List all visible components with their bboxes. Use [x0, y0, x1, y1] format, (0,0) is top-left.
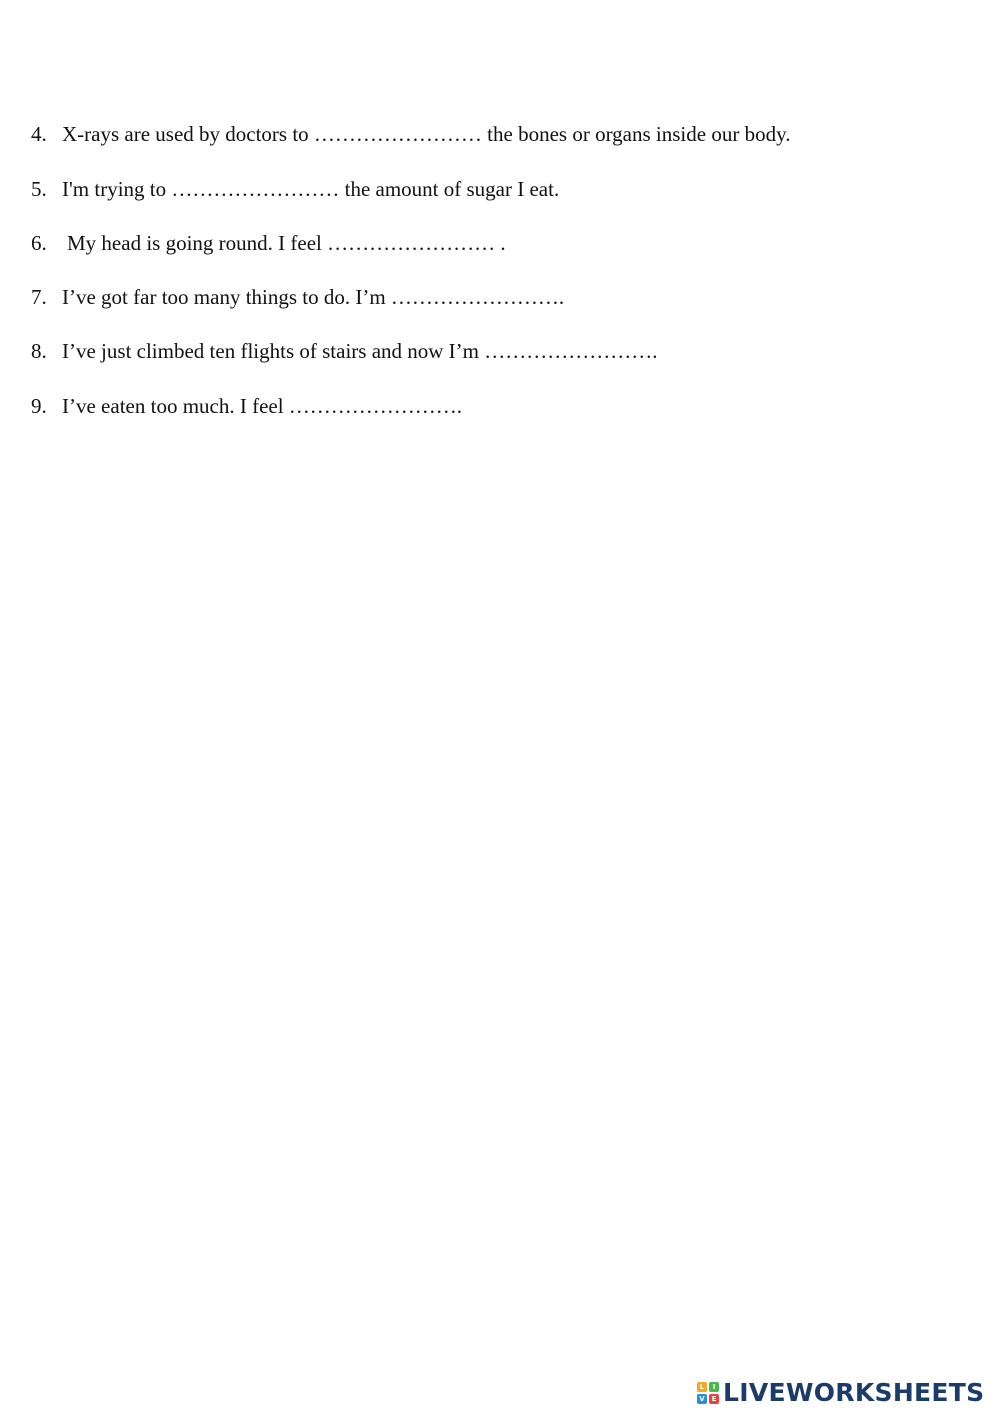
- question-text: X-rays are used by doctors to …………………… the bones or organs inside our body.: [62, 122, 791, 146]
- question-9: [31, 393, 462, 419]
- question-number: 9.: [31, 394, 47, 418]
- logo-mark-tile: V: [697, 1394, 707, 1404]
- question-5: [31, 176, 559, 202]
- question-4: [31, 121, 790, 147]
- question-6: [31, 230, 506, 256]
- logo-mark-icon: [697, 1382, 719, 1404]
- question-number: 8.: [31, 339, 47, 363]
- question-text: I'm trying to …………………… the amount of sugar I eat.: [62, 177, 560, 201]
- liveworksheets-logo: [697, 1378, 984, 1408]
- logo-mark-tile: I: [709, 1382, 719, 1392]
- question-text: I’ve eaten too much. I feel …………………….: [62, 394, 463, 418]
- logo-mark-tile: L: [697, 1382, 707, 1392]
- question-8: [31, 338, 658, 364]
- question-number: 4.: [31, 122, 47, 146]
- question-text: I’ve just climbed ten flights of stairs and now I’m …………………….: [62, 339, 658, 363]
- question-7: [31, 284, 564, 310]
- question-text: I’ve got far too many things to do. I’m …………………….: [62, 285, 565, 309]
- question-number: 6.: [31, 231, 47, 255]
- logo-text: LIVEWORKSHEETS: [723, 1378, 985, 1407]
- question-number: 7.: [31, 285, 47, 309]
- logo-mark-tile: E: [709, 1394, 719, 1404]
- question-text: My head is going round. I feel …………………… .: [67, 231, 506, 255]
- question-number: 5.: [31, 177, 47, 201]
